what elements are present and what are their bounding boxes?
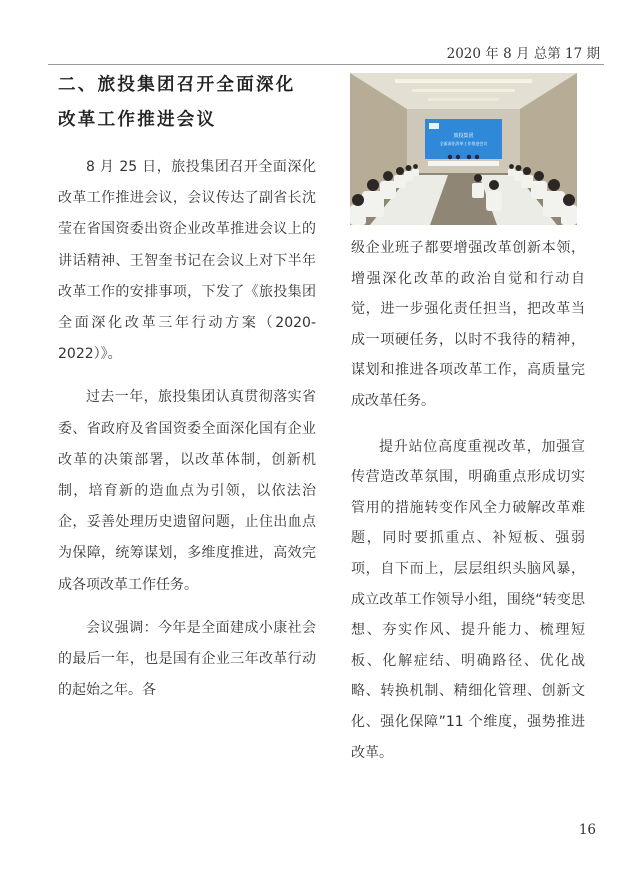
paragraph-past-year: 过去一年，旅投集团认真贯彻落实省委、省政府及省国资委全面深化国有企业改革的决策部署，以改革体制，创新机制，培育新的造血点为引领，以依法治企，妥善处理历史遗留问题，止住出血点为保障，统筹谋划，多维度推进，高效完成各项改革工作任务。: [58, 389, 316, 593]
paragraph-raise-awareness: 提升站位高度重视改革，加强宣传营造改革氛围，明确重点形成切实管用的措施转变作风全力破解改革难题，同时要抓重点、补短板、强弱项，自下而上，层层组织头脑风暴，成立改革工作领导小组，围绕“转变思想、夯实作风、提升能力、梳理短板、化解症结、明确路径、优化战略、转换机制、精细化管理、创新文化、强化保障”11 个维度，强势推进改革。: [351, 438, 585, 761]
paragraph-meeting-emphasis: 会议强调：今年是全面建成小康社会的最后一年，也是国有企业三年改革行动的起始之年。各: [58, 619, 316, 699]
left-column: [58, 68, 316, 706]
heading-line-2: 改革工作推进会议: [58, 110, 217, 130]
article-heading: [58, 68, 316, 138]
right-column: [351, 233, 585, 768]
page-number: 16: [578, 822, 596, 838]
screen-subtitle: 全面深化改革工作推进会议: [439, 141, 488, 146]
paragraph-meeting-date: 8 月 25 日，旅投集团召开全面深化改革工作推进会议，会议传达了副省长沈莹在省国资委出资企业改革推进会议上的讲话精神、王智奎书记在会议上对下半年改革工作的安排事项，下发了《旅投集团全面深化改革三年行动方案（2020-2022）》。: [58, 159, 316, 363]
screen-title: 旅投集团: [453, 133, 474, 139]
meeting-photo: [350, 73, 577, 225]
paragraph-continuation: 级企业班子都要增强改革创新本领，增强深化改革的政治自觉和行动自觉，进一步强化责任担当，把改革当成一项硬任务，以时不我待的精神，谋划和推进各项改革工作，高质量完成改革任务。: [351, 240, 585, 409]
heading-line-1: 二、旅投集团召开全面深化: [58, 75, 296, 95]
header-divider: [48, 64, 604, 65]
issue-header: 2020 年 8 月 总第 17 期: [446, 46, 600, 62]
